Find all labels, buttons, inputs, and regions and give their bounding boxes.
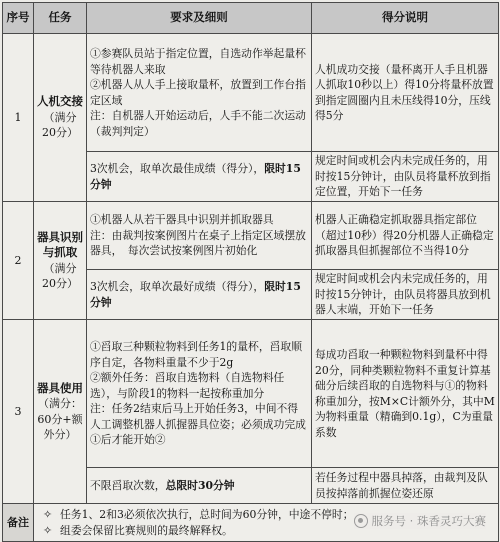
requirement-item: ②额外任务：舀取自选物料（自选物料任选），与阶段1的物料一起按称重加分 (90, 371, 285, 400)
time-limit: 总限时30分钟 (165, 478, 235, 492)
limit-text: 不限舀取次数， (90, 478, 166, 492)
scoring-table (2, 2, 499, 542)
requirement-item: ①舀取三种颗粒物料到任务1的量杯，舀取顺序自定，各物料重量不少于2g (90, 340, 303, 369)
task-points: （满分20分） (42, 110, 78, 140)
requirement-item: ①参赛队员站于指定位置，自选动作举起量杯等待机器人来取 (90, 47, 306, 76)
diamond-bullet-icon: ✧ (43, 523, 53, 537)
requirement-note: 注：自机器人开始运动后，人手不能二次运动（裁判判定） (90, 109, 306, 138)
watermark-text: 服务号 · 珠香灵巧大赛 (371, 514, 486, 528)
limit-text: 3次机会，取单次最佳成绩（得分）， (90, 162, 265, 175)
header-no: 序号 (3, 3, 34, 34)
timeout-rule: 规定时间或机会内未完成任务的，用时按15分钟计，由队员将量杯放到指定位置，开始下一任务 (312, 152, 499, 202)
limit-cell (87, 270, 312, 320)
requirement-note: 注：由裁判按案例图片在桌子上指定区域摆放器具， 每次尝试按案例图片初始化 (90, 228, 306, 258)
drop-rule: 若任务过程中器具掉落，由裁判及队员按掉落前抓握位姿还原 (312, 468, 499, 504)
header-requirements: 要求及细则 (87, 3, 312, 34)
timeout-rule: 规定时间或机会内未完成任务的，用时按15分钟计，由队员将器具放到机器人末端，开始下一任务 (312, 270, 499, 320)
task-points: （满分：60分+额外分） (37, 397, 83, 441)
requirement-item: ①机器人从若干器具中识别并抓取器具 (90, 213, 274, 227)
task-cell (34, 202, 87, 320)
time-limit: 限时15分钟 (90, 280, 301, 309)
task-number: 2 (3, 202, 34, 320)
requirements-cell (87, 320, 312, 468)
task-row (3, 34, 499, 152)
header-scoring: 得分说明 (312, 3, 499, 34)
task-points: （满分20分） (42, 261, 78, 290)
notes-label: 备注 (3, 504, 34, 542)
note-text: 任务1、2和3必须依次执行，总时间为60分钟，中途不停时； (60, 508, 354, 521)
scoring-cell: 每成功舀取一种颗粒物料到量杯中得20分，同种类颗粒物料不重复计算基础分后续舀取的自选物料与①的物料称重加分，按M×C计额外分，其中M为物料重量（精确到0.1g），C为重量系数 (312, 320, 499, 468)
requirements-cell (87, 34, 312, 152)
time-limit: 限时15分钟 (90, 162, 301, 191)
requirements-cell (87, 202, 312, 270)
limit-cell (87, 152, 312, 202)
task-number: 3 (3, 320, 34, 504)
task-name: 器具使用 (37, 380, 83, 395)
task-name: 人机交接 (37, 94, 83, 109)
header-task: 任务 (34, 3, 87, 34)
task-cell (34, 320, 87, 504)
task-cell (34, 34, 87, 202)
task-row (3, 202, 499, 270)
diamond-bullet-icon: ✧ (43, 508, 53, 521)
scoring-cell: 人机成功交接（量杯离开人手且机器人抓取10秒以上）得10分将量杯放置到指定圆圈内且未压线得10分，压线得5分 (312, 34, 499, 152)
scoring-cell: 机器人正确稳定抓取器具指定部位（超过10秒）得20分机器人正确稳定抓取器具但抓握部位不当得10分 (312, 202, 499, 270)
task-name: 器具识别与抓取 (37, 229, 83, 259)
limit-text: 3次机会，取单次最好成绩（得分）， (90, 280, 265, 293)
wechat-service-icon (354, 514, 368, 528)
task-row (3, 320, 499, 468)
requirement-item: ②机器人从人手上接取量杯，放置到工作台指定区域 (90, 78, 306, 107)
limit-cell (87, 468, 312, 504)
task-number: 1 (3, 34, 34, 202)
watermark (354, 513, 486, 529)
header-row (3, 3, 499, 34)
note-text: 组委会保留比赛规则的最终解释权。 (60, 523, 233, 537)
requirement-note: 注：任务2结束后马上开始任务3，中间不得人工调整机器人抓握器具位姿；必须成功完成①后才能开始② (90, 402, 306, 447)
